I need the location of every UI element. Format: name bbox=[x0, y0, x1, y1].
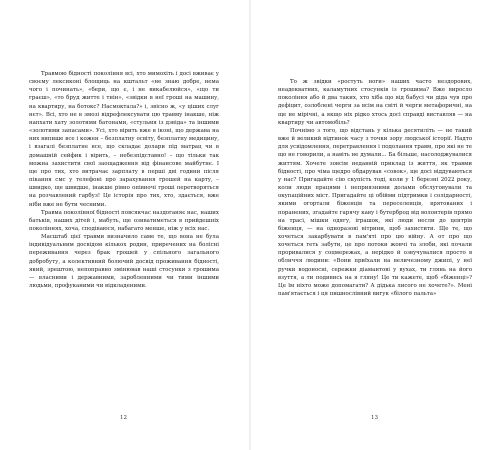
left-page-text bbox=[29, 70, 219, 290]
left-page bbox=[0, 0, 249, 450]
right-paragraph-1: То ж звідки «ростуть ноги» наших часто нездорових, неадекватних, каламутних стосунків із грошима? Вже виросло покоління або й два таких, хто хіба що від бабусі чи діда чув про дефіцит, озлоблені черги за всім на світі й черги метафоричні, на ще не мірічні, а якщо ніх рідко хтось досі справді виставляв — на квартиру чи автомобіль? bbox=[278, 79, 472, 126]
right-page-text bbox=[278, 78, 472, 298]
left-paragraph-2: Травма поколінної бідності повсякчас наздоганяє нас, наших батьків, наших дітей і, мабуть, ще озиватиметься в прийдешніх поколіннях, хоча, сподіваюся, набагато менше, ніж у всіх нас. bbox=[29, 209, 219, 232]
left-paragraph-3: Масштаб цієї травми визначило саме те, що вона не була індивідуальним досвідом кількох родин, приречених на болісні переживання через брак грошей у спільного загального добробуту, а колективний болючий досвід проживання бідності, який, зрештою, непоправно змінював наші стосунки з грошима — власними і державними, зароблениими чи тими іншими людьми, профуканими чи відкладеними. bbox=[29, 234, 219, 290]
left-paragraph-1: Травмою бідності покоління всі, хто мимохіть і досі вживає у своєму лексиконі блощиць на кштальт «не знаю добре, нема чого і починать», «бери, що є, і не викабелюйся», «що ти граєш», «то бруд житте і тнін», «звідки в неї гроші на машину, на квартиру, на ботокс? Насмоктала?» і, звісно ж, «у ціших слуг нєт». Всі, хто не в змозі відрефлексувати цю травму інакше, ніж напхати хату золотими батонами, «стульмя із дзвіда» та іншими «золотими запасами». Усі, хто вірить вже в іконі, що держава на них випише все і кожен – безплатну освіту, безплатну медицину, і взагалі безплатне все, що складає долари під матрац чи в домашній сейфик і вірить, – небезпідставно! – що тільки так можна захистити свої заощадження від фінансове майбутнє. І ще про тих, хто витрачає зарплату в перші дві години після пікання смс у телефоні про зарахування грошей на карту, – швидко, ще швидше, інакше рівно опівночі гроші перетворяться на розчавлений гарбуз! Це історія про тих, хто, здається, вже ніби вже не бути чесними. bbox=[29, 71, 219, 208]
left-page-number: 12 bbox=[120, 415, 127, 421]
right-paragraph-2: Почнімо з того, що відстань у кілька десятиліть — не такий вже й великий відтинок часу з точки зору людської історії. Надто для усвідомлення, перетравлення і подолання травм, про які не те що не говорили, а навіть не думали... Ба більше, насолоджувалися життям. Хочете зовсім недавній приклад із життя, як травми бідності, про чіма щедро обдарував «совок», ще досі віддуваються у нас? Пригадайте сію скупість тоді, коли у 1 березні 2022 року, коли люди працями і неприязними долами обслуговували та окупаційних міст. Пригадайте ці обійми підтримки і солідарності, якими огортали біженців та переселенців, врятованих і поранених, згадайте гарячу каву і бутерброд від волонтерів прямо на трасі, мішки одягу, іграшок, які люди несли до центрів біженця, — на одноразові вітрини, щоб захистити. Ще те, що хочеться закарбувати в пам'яті про цю війну. А от про що хочеться геть забути, це про потоки жовчі та злоби, які почали проривалися у соцмережах, а нерідко й озвучувалися просто в обличчя людини: «Вони приїхали на величезному джипі, у неї ручки водоносні, сережки діамантові у вухах, ти глянь на його взуття, а ти подивись на я гляну! Це ти кажете, щоб «біженці»? Це їм ніхто може допомагати? А дідька лисого не хочете?». Мені пам'ятається і ця пишнослівний вигук «білого пальта» bbox=[278, 127, 472, 298]
right-page bbox=[251, 0, 500, 450]
right-page-number: 13 bbox=[371, 415, 378, 421]
